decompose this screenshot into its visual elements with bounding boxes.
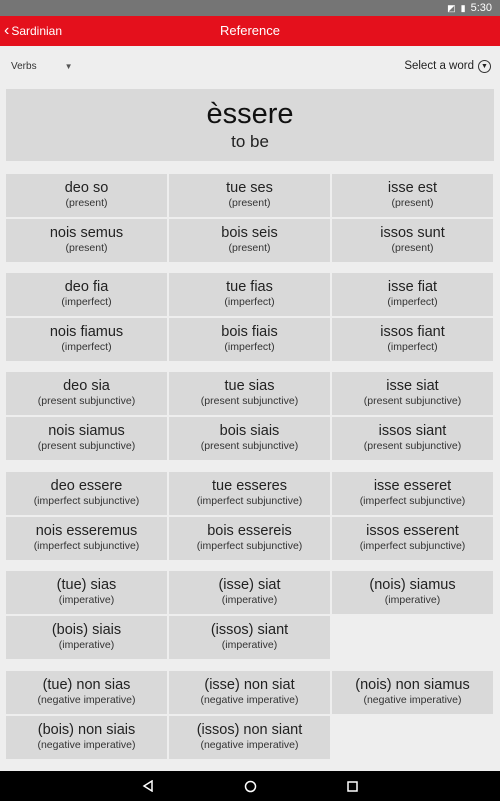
tense-label: (negative imperative) xyxy=(363,694,462,706)
conjugation-cell[interactable] xyxy=(6,372,167,415)
conjugation-cell[interactable] xyxy=(169,571,330,614)
dropdown-arrow-icon: ▼ xyxy=(64,61,73,71)
tense-label: (present subjunctive) xyxy=(363,395,462,407)
conjugation-cell[interactable] xyxy=(169,472,330,515)
recents-square-icon[interactable] xyxy=(342,776,362,796)
conjugated-form: (tue) sias xyxy=(56,577,117,593)
conjugated-form: isse esseret xyxy=(373,478,452,494)
conjugated-form: issos sunt xyxy=(380,225,445,241)
conjugated-form: deo fia xyxy=(64,279,109,295)
conjugation-cell[interactable] xyxy=(6,571,167,614)
conjugated-form: (bois) siais xyxy=(51,622,122,638)
conjugated-form: nois fiamus xyxy=(49,324,124,340)
headword-card xyxy=(6,89,494,161)
select-word-button[interactable] xyxy=(404,55,491,77)
conjugated-form: issos fiant xyxy=(380,324,445,340)
conjugation-group xyxy=(6,273,494,361)
conjugation-cell[interactable] xyxy=(169,716,330,759)
page-title: Reference xyxy=(220,23,280,38)
conjugation-cell[interactable] xyxy=(6,174,167,217)
conjugation-cell[interactable] xyxy=(332,219,493,262)
tense-label: (present) xyxy=(65,197,108,209)
tense-label: (negative imperative) xyxy=(200,694,299,706)
tense-label: (imperative) xyxy=(221,594,278,606)
conjugation-cell[interactable] xyxy=(6,417,167,460)
conjugated-form: isse est xyxy=(387,180,438,196)
tense-label: (present subjunctive) xyxy=(37,440,136,452)
conjugated-form: deo so xyxy=(64,180,109,196)
conjugation-cell[interactable] xyxy=(332,472,493,515)
navigation-bar xyxy=(0,771,500,801)
status-time: 5:30 xyxy=(470,2,492,14)
conjugated-form: tue fias xyxy=(226,279,273,295)
conjugated-form: issos esserent xyxy=(366,523,459,539)
conjugation-group xyxy=(6,671,494,759)
conjugation-group xyxy=(6,472,494,560)
conjugation-group xyxy=(6,174,494,262)
tense-label: (present) xyxy=(228,242,271,254)
home-circle-icon[interactable] xyxy=(240,776,260,796)
tense-label: (imperfect) xyxy=(224,341,275,353)
conjugated-form: issos siant xyxy=(378,423,447,439)
conjugation-group xyxy=(6,571,494,659)
conjugated-form: (nois) non siamus xyxy=(355,677,470,693)
conjugated-form: bois essereis xyxy=(207,523,292,539)
conjugation-cell[interactable] xyxy=(6,472,167,515)
conjugated-form: (isse) non siat xyxy=(204,677,295,693)
filter-row xyxy=(0,55,500,77)
battery-icon: ▮ xyxy=(460,3,466,13)
conjugated-form: nois semus xyxy=(49,225,124,241)
back-button[interactable] xyxy=(4,16,62,46)
conjugation-cell[interactable] xyxy=(169,417,330,460)
conjugation-cell[interactable] xyxy=(169,219,330,262)
conjugated-form: tue ses xyxy=(226,180,273,196)
tense-label: (imperfect) xyxy=(61,296,112,308)
conjugation-cell[interactable] xyxy=(332,372,493,415)
conjugation-cell[interactable] xyxy=(6,219,167,262)
conjugation-cell[interactable] xyxy=(6,616,167,659)
tense-label: (negative imperative) xyxy=(37,694,136,706)
back-triangle-icon[interactable] xyxy=(138,776,158,796)
tense-label: (present subjunctive) xyxy=(200,395,299,407)
conjugated-form: nois siamus xyxy=(48,423,125,439)
conjugated-form: bois fiais xyxy=(221,324,278,340)
conjugated-form: (isse) siat xyxy=(218,577,281,593)
tense-label: (present) xyxy=(228,197,271,209)
headword: èssere xyxy=(206,98,294,130)
category-dropdown[interactable] xyxy=(11,55,73,77)
conjugated-form: nois esseremus xyxy=(35,523,138,539)
conjugation-cell[interactable] xyxy=(6,273,167,316)
conjugation-cell[interactable] xyxy=(169,174,330,217)
conjugation-cell[interactable] xyxy=(6,671,167,714)
tense-label: (imperative) xyxy=(58,639,115,651)
tense-label: (present) xyxy=(391,242,434,254)
tense-label: (imperative) xyxy=(221,639,278,651)
conjugated-form: (bois) non siais xyxy=(37,722,136,738)
conjugated-form: deo essere xyxy=(50,478,123,494)
conjugation-cell[interactable] xyxy=(332,417,493,460)
conjugated-form: (issos) siant xyxy=(210,622,289,638)
tense-label: (present) xyxy=(65,242,108,254)
app-bar xyxy=(0,16,500,46)
conjugated-form: (tue) non sias xyxy=(42,677,131,693)
tense-label: (imperfect subjunctive) xyxy=(33,540,140,552)
tense-label: (imperfect) xyxy=(387,341,438,353)
conjugation-cell[interactable] xyxy=(332,571,493,614)
tense-label: (imperfect subjunctive) xyxy=(196,540,303,552)
conjugation-cell[interactable] xyxy=(169,318,330,361)
tense-label: (present) xyxy=(391,197,434,209)
tense-label: (present subjunctive) xyxy=(37,395,136,407)
conjugation-cell[interactable] xyxy=(332,174,493,217)
conjugated-form: deo sia xyxy=(63,378,110,394)
tense-label: (imperfect subjunctive) xyxy=(359,540,466,552)
tense-label: (negative imperative) xyxy=(37,739,136,751)
category-value: Verbs xyxy=(11,60,37,72)
tense-label: (imperfect subjunctive) xyxy=(359,495,466,507)
conjugated-form: isse fiat xyxy=(387,279,438,295)
conjugated-form: bois siais xyxy=(219,423,280,439)
conjugation-cell[interactable] xyxy=(332,671,493,714)
chevron-left-icon: ‹ xyxy=(4,22,10,39)
conjugation-cell[interactable] xyxy=(169,372,330,415)
conjugated-form: tue sias xyxy=(224,378,275,394)
conjugation-cell[interactable] xyxy=(332,318,493,361)
conjugation-cell[interactable] xyxy=(6,517,167,560)
conjugated-form: (nois) siamus xyxy=(369,577,456,593)
signal-icon: ◩ xyxy=(447,3,456,13)
conjugated-form: (issos) non siant xyxy=(196,722,303,738)
conjugation-cell[interactable] xyxy=(169,273,330,316)
conjugation-cell[interactable] xyxy=(332,517,493,560)
conjugation-cell[interactable] xyxy=(169,671,330,714)
tense-label: (imperfect) xyxy=(61,341,112,353)
status-bar xyxy=(0,0,500,16)
conjugation-cell[interactable] xyxy=(332,273,493,316)
tense-label: (imperative) xyxy=(58,594,115,606)
tense-label: (negative imperative) xyxy=(200,739,299,751)
headword-meaning: to be xyxy=(231,132,269,151)
tense-label: (imperfect) xyxy=(224,296,275,308)
conjugation-cell[interactable] xyxy=(169,616,330,659)
tense-label: (imperfect) xyxy=(387,296,438,308)
tense-label: (imperfect subjunctive) xyxy=(196,495,303,507)
conjugation-cell[interactable] xyxy=(169,517,330,560)
conjugation-group xyxy=(6,372,494,460)
conjugated-form: isse siat xyxy=(386,378,439,394)
tense-label: (present subjunctive) xyxy=(363,440,462,452)
tense-label: (imperative) xyxy=(384,594,441,606)
select-word-label: Select a word xyxy=(404,60,474,72)
tense-label: (imperfect subjunctive) xyxy=(33,495,140,507)
tense-label: (present subjunctive) xyxy=(200,440,299,452)
conjugated-form: bois seis xyxy=(221,225,278,241)
back-label: Sardinian xyxy=(11,24,63,38)
conjugation-cell[interactable] xyxy=(6,318,167,361)
circle-chevron-down-icon: ▼ xyxy=(478,60,491,73)
conjugation-cell[interactable] xyxy=(6,716,167,759)
conjugated-form: tue esseres xyxy=(212,478,287,494)
